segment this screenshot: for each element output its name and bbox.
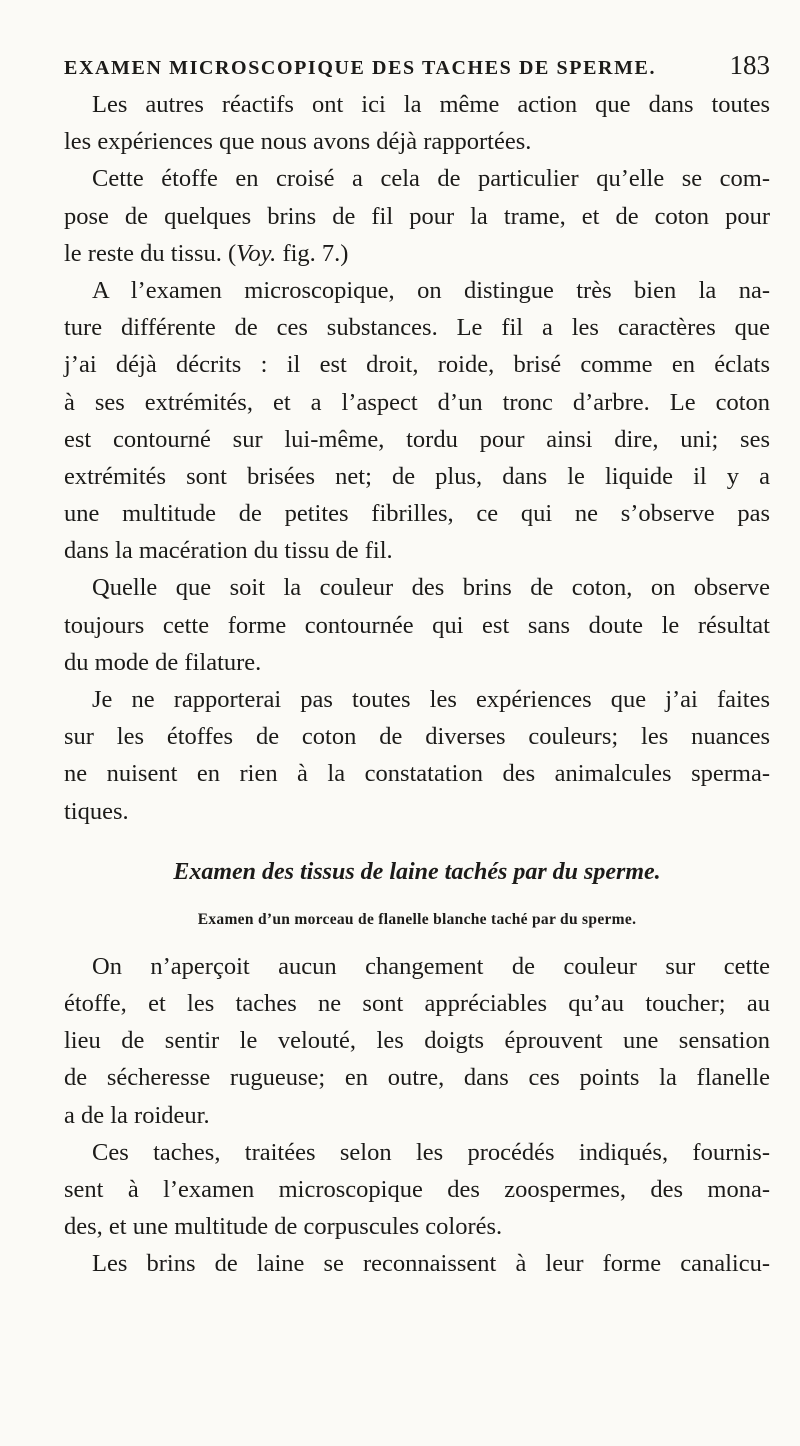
running-head (64, 50, 770, 81)
text-line: A l’examen microscopique, on distingue très bien la na- (92, 276, 770, 304)
text-line: Les autres réactifs ont ici la même action que dans toutes (92, 91, 770, 118)
text-line: On n’aperçoit aucun changement de couleur sur cette (92, 952, 770, 980)
text-line: tiques. (64, 797, 129, 825)
text-line: ture différente de ces substances. Le fil a les caractères que (64, 314, 770, 342)
text-line: a de la roideur. (64, 1101, 210, 1129)
text-line: extrémités sont brisées net; de plus, dans le liquide il y a (64, 462, 770, 490)
text-line: de sécheresse rugueuse; en outre, dans ces points la flanelle (64, 1064, 770, 1092)
section-heading: Examen des tissus de laine tachés par du sperme. (173, 858, 661, 885)
text-line: une multitude de petites fibrilles, ce qui ne s’observe pas (64, 500, 770, 528)
text-line: j’ai déjà décrits : il est droit, roide, brisé comme en éclats (64, 351, 770, 379)
text-line: toujours cette forme contournée qui est sans doute le résultat (64, 611, 770, 639)
text-line: lieu de sentir le velouté, les doigts éprouvent une sensation (64, 1027, 770, 1055)
text-line: des, et une multitude de corpuscules colorés. (64, 1213, 503, 1241)
running-head-title: EXAMEN MICROSCOPIQUE DES TACHES DE SPERME. (64, 57, 657, 79)
text-line: Ces taches, traitées selon les procédés indiqués, fournis- (92, 1138, 770, 1166)
page-body (64, 86, 770, 1282)
text-line: à ses extrémités, et a l’aspect d’un tronc d’arbre. Le coton (64, 388, 770, 416)
text-line: Les brins de laine se reconnaissent à leur forme canalicu- (92, 1250, 770, 1278)
text-line: du mode de filature. (64, 648, 262, 676)
text-line: Quelle que soit la couleur des brins de coton, on observe (92, 574, 770, 602)
text-line: est contourné sur lui-même, tordu pour ainsi dire, uni; ses (64, 425, 770, 453)
text-fragment: fig. 7.) (276, 239, 349, 267)
page-number: 183 (729, 50, 770, 80)
figure-reference: Voy. (236, 239, 277, 267)
text-line: étoffe, et les taches ne sont appréciables qu’au toucher; au (64, 989, 770, 1017)
text-line: sur les étoffes de coton de diverses couleurs; les nuances (64, 723, 770, 751)
text-line: pose de quelques brins de fil pour la trame, et de coton pour (64, 202, 770, 230)
text-line: les expériences que nous avons déjà rapportées. (64, 128, 532, 156)
text-fragment: le reste du tissu. ( (64, 239, 237, 267)
sub-heading: Examen d’un morceau de flanelle blanche taché par du sperme. (197, 910, 637, 928)
text-line: ne nuisent en rien à la constatation des animalcules sperma- (64, 760, 770, 788)
text-line: sent à l’examen microscopique des zoospermes, des mona- (64, 1175, 770, 1203)
text-line: Je ne rapporterai pas toutes les expériences que j’ai faites (92, 686, 770, 713)
text-line (64, 235, 770, 272)
text-line: dans la macération du tissu de fil. (64, 537, 393, 565)
text-line: Cette étoffe en croisé a cela de particulier qu’elle se com- (92, 165, 770, 193)
